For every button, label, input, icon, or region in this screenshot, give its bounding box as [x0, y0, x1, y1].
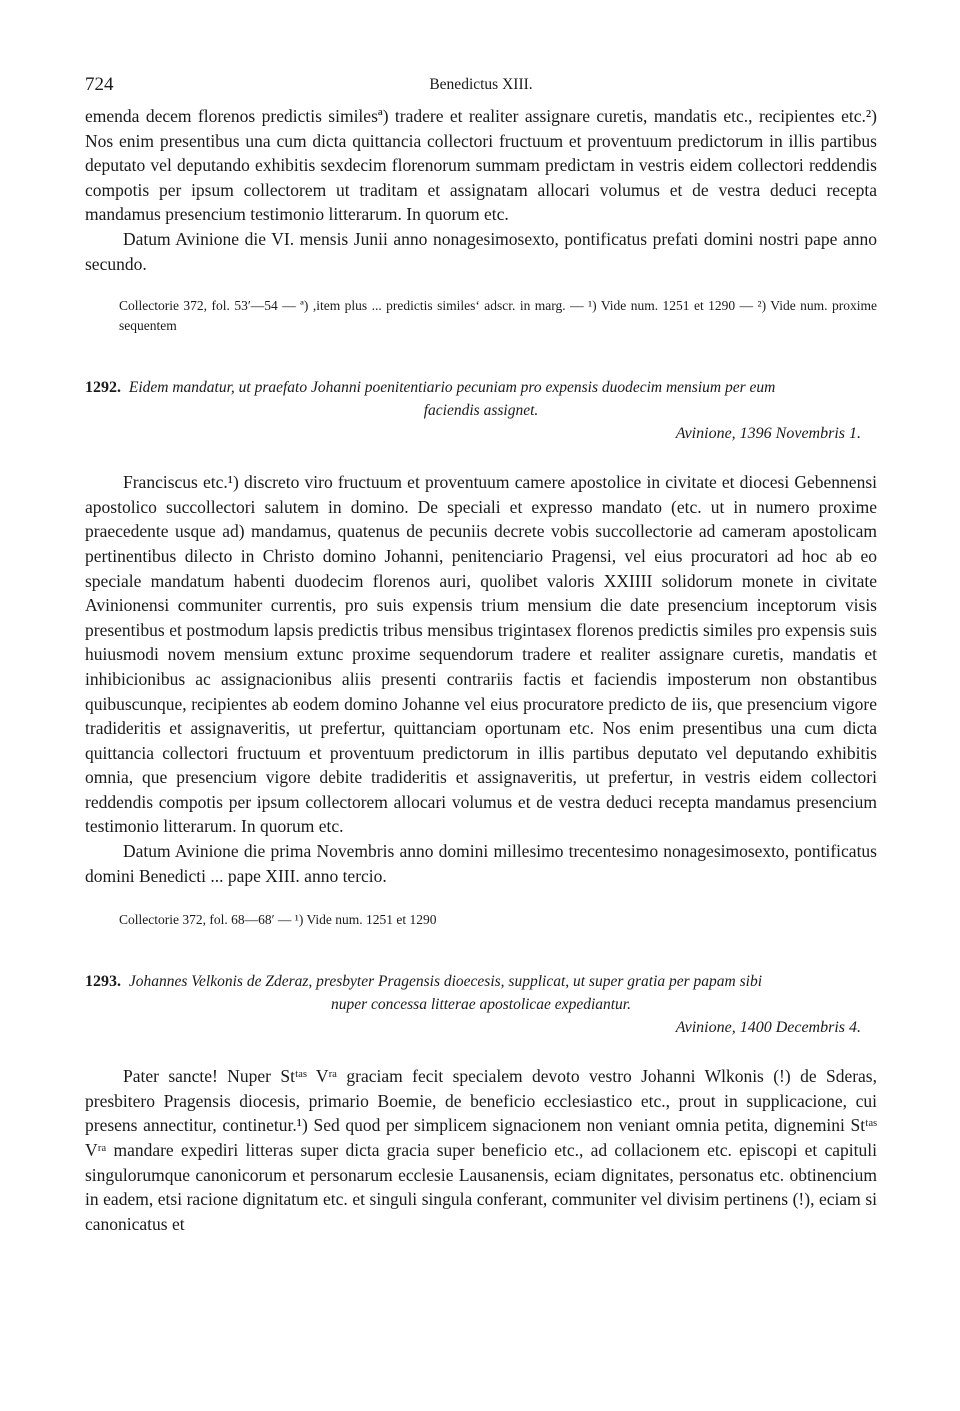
- entry-1293-date: Avinione, 1400 Decembris 4.: [675, 1019, 861, 1037]
- entry-1292-number: 1292.: [85, 379, 121, 397]
- entry-1292-dating: Datum Avinione die prima Novembris anno domini millesimo trecentesimo nonagesimosexto, pontificatus domini Benedicti ... pape XIII. anno tercio.: [85, 841, 877, 886]
- entry-1293-heading-text: Johannes Velkonis de Zderaz, presbyter Pragensis dioecesis, supplicat, ut super gratia per papam sibi: [128, 973, 763, 991]
- entry-1292-heading-text: Eidem mandatur, ut praefato Johanni poenitentiario pecuniam pro expensis duodecim mensium per eum: [128, 379, 776, 397]
- entry-1292-paragraph: Franciscus etc.¹) discreto viro fructuum et proventuum camere apostolice in civitate et diocesi Gebennensi apostolico succollectori salutem in domino. De speciali et expresso mandato (etc. ut in numero proxime praecedente usque ad) mandamus, quatenus de pecuniis decrete vobis succollectorie ad cameram apostolicam pertinentibus dilecto in Christo domino Johanni, penitenciario Pragensi, vel eius procuratori ad hoc ab eo speciale mandatum habenti duodecim florenos auri, quolibet valoris XXIIII solidorum monete in civitate Avinionensi communiter currentis, pro suis expensis trium mensium die date presencium inceptorum visis presentibus et postmodum lapsis predictis tribus mensibus trigintasex florenos predictis similes pro expensis suis huiusmodi novem mensium extunc proxime sequendorum tradere et realiter assignare curetis, mandatis et inhibicionibus ac assignacionibus aliis presenti contrariis factis et faciendis imposterum non obstantibus quibuscunque, recipientes ab eodem domino Johanne vel eius procuratore predicto de iis, que presencium vigore tradideritis et assignaveritis, ut prefertur, quittanciam oportunam etc. Nos enim presentibus una cum dicta quittancia collectori fructuum et proventuum predictorum in illis partibus deputato vel deputando exhibitis omnia, que presencium vigore debite tradideritis et assignaveritis, ut prefertur, in vestris eidem collectori reddendis compotis per ipsum collectorem allocari volumus et de vestra deduci recepta mandamus presencium testimonio litterarum. In quorum etc.: [85, 472, 877, 837]
- document-page: [85, 70, 877, 1236]
- entry-1292-heading: [85, 376, 877, 422]
- entry-1292-body: [85, 470, 877, 888]
- entry-1292-footnote: Collectorie 372, fol. 68—68′ — ¹) Vide num. 1251 et 1290: [119, 912, 437, 928]
- entry-1293-heading: [85, 970, 877, 1016]
- continuation-dating: Datum Avinione die VI. mensis Junii anno nonagesimosexto, pontificatus prefati domini nostri pape anno secundo.: [85, 228, 877, 274]
- entry-1293-body: [85, 1064, 877, 1236]
- continuation-footnote: Collectorie 372, fol. 53′—54 — ª) ,item plus ... predictis similes‘ adscr. in marg. — ¹) Vide num. 1251 et 1290 — ²) Vide num. proxime sequentem: [119, 298, 877, 334]
- page-header: [85, 70, 877, 104]
- continuation-paragraph: emenda decem florenos predictis similesª) tradere et realiter assignare curetis, mandatis etc., recipientes etc.²) Nos enim presentibus una cum dicta quittancia collectori fructuum et proventuum predictorum in illis partibus deputato vel deputando exhibitis sexdecim florenorum summam predictam in vestris eidem collectori reddendis compotis per ipsum collectorem ut traditam et assignatam allocari volumus et de vestra deduci recepta mandamus presencium testimonio litterarum. In quorum etc.: [85, 106, 877, 225]
- continuation-text: [85, 104, 877, 276]
- entry-1292-date: Avinione, 1396 Novembris 1.: [675, 425, 861, 443]
- entry-1293-paragraph: Pater sancte! Nuper Stᵗᵃˢ Vʳᵃ graciam fecit specialem devoto vestro Johanni Wlkonis (!) de Sderas, presbitero Pragensis diocesis, primario Boemie, de beneficio ecclesiastico etc., prout in supplicacione, cui presens annectitur, continetur.¹) Sed quod per simplicem signacionem non veniant omnia petita, dignemini Stᵗᵃˢ Vʳᵃ mandare expediri litteras super dicta gracia super beneficio etc., ad collacionem etc. episcopi et capituli singulorumque canonicorum et personarum ecclesie Lausanensis, eciam dignitates, personatus etc. obtinencium in eadem, etsi racione dignitatum etc. et singuli singula conferant, communiter vel divisim pertinens (!), eciam si canonicatus et: [85, 1066, 877, 1234]
- entry-1293-number: 1293.: [85, 973, 121, 991]
- page-number: 724: [85, 74, 114, 95]
- entry-1293-heading-line2: nuper concessa litterae apostolicae expediantur.: [330, 996, 632, 1014]
- running-title: Benedictus XIII.: [429, 76, 533, 93]
- entry-1292-heading-line2: faciendis assignet.: [423, 402, 539, 420]
